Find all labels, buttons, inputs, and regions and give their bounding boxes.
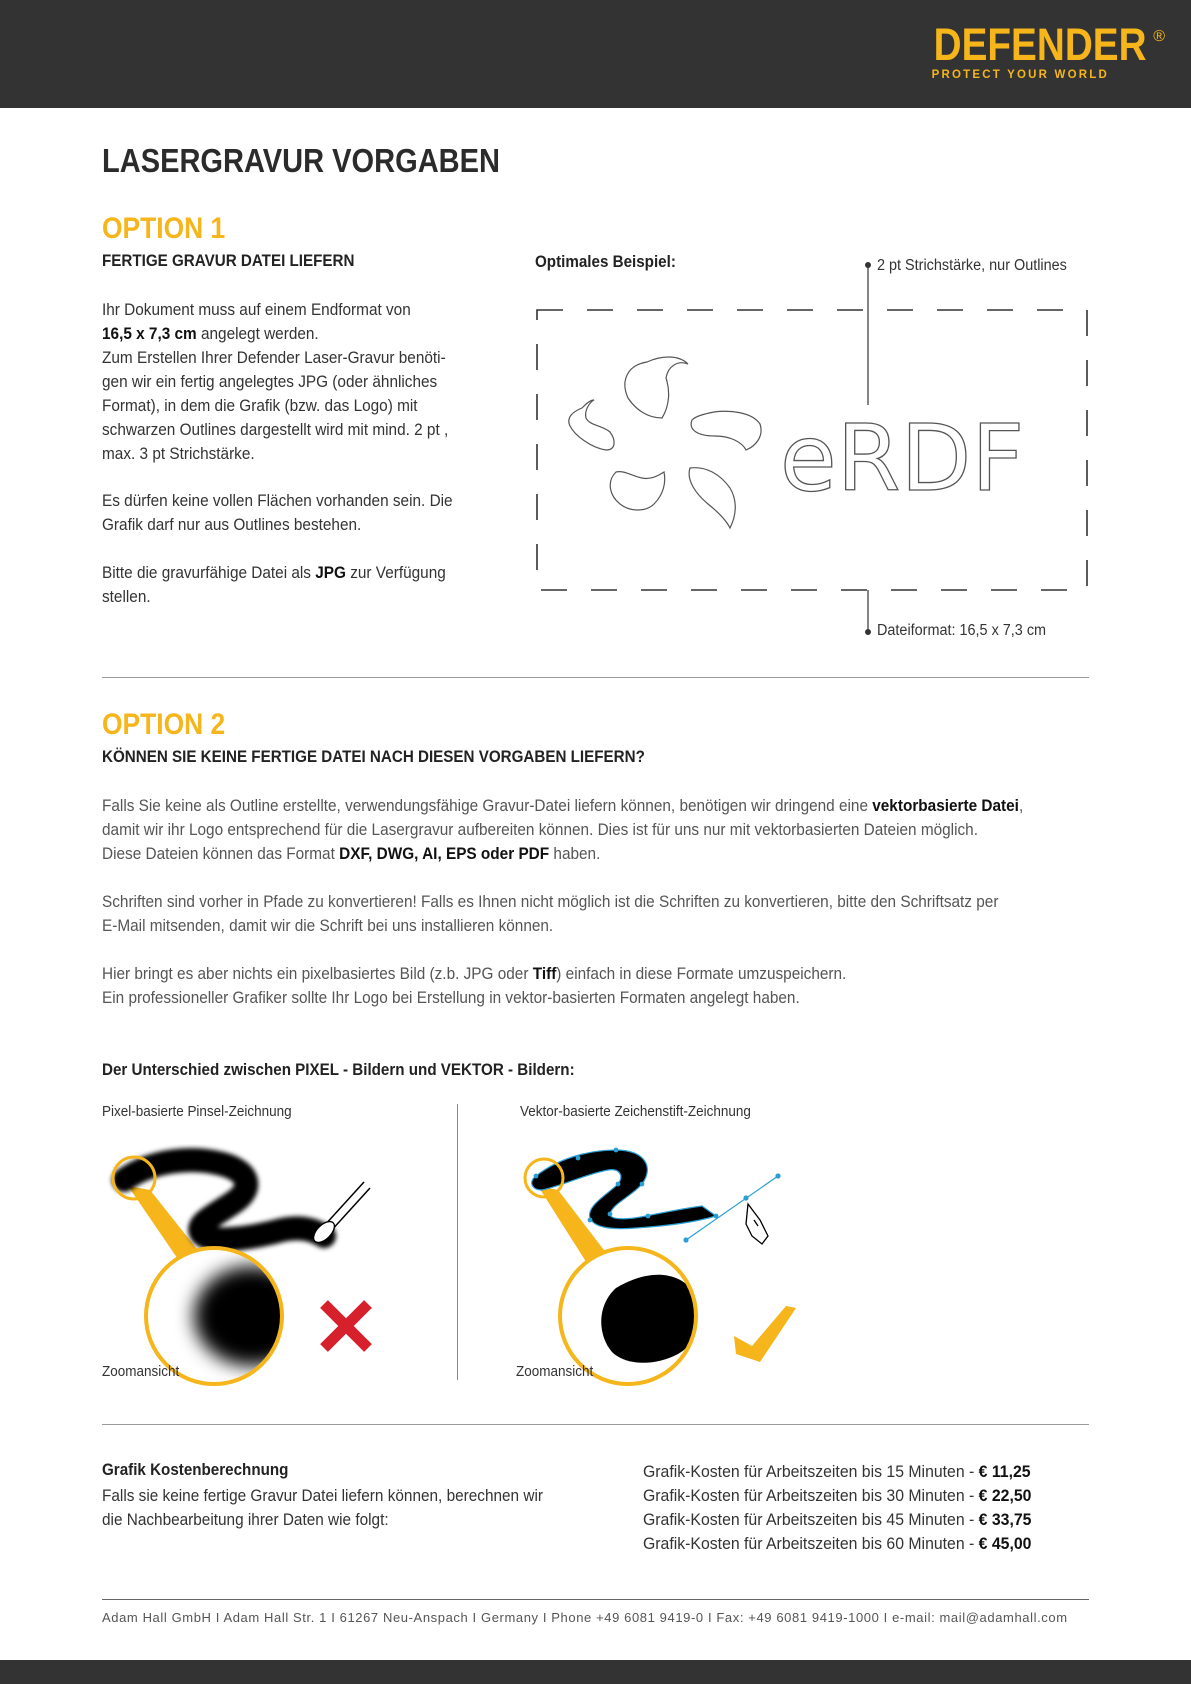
option1-format-size: 16,5 x 7,3 cm	[102, 325, 197, 343]
registered-mark: ®	[1153, 28, 1165, 45]
option1-p2-line: Es dürfen keine vollen Flächen vorhanden sein. Die	[102, 492, 453, 510]
price-line	[643, 1460, 1031, 1484]
price-value: € 22,50	[978, 1486, 1032, 1505]
pixel-illustration	[102, 1140, 422, 1390]
sample-logo-text: eRDF	[780, 405, 1025, 512]
option1-p1-line: schwarzen Outlines dargestellt wird mit mind. 2 pt ,	[102, 421, 449, 439]
annotation-format: Dateiformat: 16,5 x 7,3 cm	[877, 622, 1047, 639]
price-value: € 33,75	[978, 1510, 1032, 1529]
option1-p1-line: Zum Erstellen Ihrer Defender Laser-Gravur benöti-	[102, 349, 446, 367]
option2-p3-line: Ein professioneller Grafiker sollte Ihr Logo bei Erstellung in vektor-basierten Formaten angelegt haben.	[102, 989, 800, 1007]
divider	[102, 1424, 1089, 1425]
option2-paragraph-2	[102, 890, 998, 938]
price-list	[643, 1460, 1061, 1556]
sample-logo-petals	[569, 357, 761, 528]
option2-p1-tail: ,	[1018, 797, 1024, 815]
footer-divider	[102, 1599, 1089, 1600]
price-line-text: Grafik-Kosten für Arbeitszeiten bis 45 Minuten -	[643, 1510, 979, 1529]
comparison-divider	[457, 1104, 458, 1380]
costs-description	[102, 1484, 543, 1532]
price-line	[643, 1532, 1031, 1556]
option2-p1-line3: Diese Dateien können das Format	[102, 845, 340, 863]
option2-heading: OPTION 2	[102, 708, 226, 741]
option2-p3-text: Hier bringt es aber nichts ein pixelbasiertes Bild (z.b. JPG oder	[102, 965, 533, 983]
option1-p1-text: Ihr Dokument muss auf einem Endformat von	[102, 301, 411, 319]
option2-p3-tail: ) einfach in diese Formate umzuspeichern.	[556, 965, 847, 983]
option2-p2-line: Schriften sind vorher in Pfade zu konvertieren! Falls es Ihnen nicht möglich ist die Schriften zu konvertieren, bitte den Schriftsatz per	[102, 893, 999, 911]
option1-p1-line: max. 3 pt Strichstärke.	[102, 445, 255, 463]
option1-p1-line: Format), in dem die Grafik (bzw. das Logo) mit	[102, 397, 418, 415]
option1-paragraph-3	[102, 561, 493, 609]
option1-p1-tail: angelegt werden.	[196, 325, 319, 343]
price-line-text: Grafik-Kosten für Arbeitszeiten bis 15 Minuten -	[643, 1462, 979, 1481]
price-value: € 45,00	[978, 1534, 1032, 1553]
option2-vector-term: vektorbasierte Datei	[872, 797, 1019, 815]
costs-text-line: Falls sie keine fertige Gravur Datei liefern können, berechnen wir	[102, 1487, 543, 1505]
price-line-text: Grafik-Kosten für Arbeitszeiten bis 30 Minuten -	[643, 1486, 979, 1505]
footer-bar	[0, 1660, 1191, 1684]
option1-p1-line: gen wir ein fertig angelegtes JPG (oder ähnliches	[102, 373, 438, 391]
option1-subheading: FERTIGE GRAVUR DATEI LIEFERN	[102, 252, 355, 270]
pen-cursor-icon	[746, 1204, 768, 1244]
costs-heading: Grafik Kostenberechnung	[102, 1461, 289, 1479]
pixel-label: Pixel-basierte Pinsel-Zeichnung	[102, 1104, 292, 1120]
option1-p2-line: Grafik darf nur aus Outlines bestehen.	[102, 516, 362, 534]
divider	[102, 677, 1089, 678]
brand-tagline: PROTECT YOUR WORLD	[931, 69, 1109, 81]
comparison-heading: Der Unterschied zwischen PIXEL - Bildern und VEKTOR - Bildern:	[102, 1061, 575, 1079]
vector-illustration	[516, 1140, 816, 1390]
annotation-stroke: 2 pt Strichstärke, nur Outlines	[877, 257, 1067, 274]
page-title: LASERGRAVUR VORGABEN	[102, 142, 500, 179]
zoom-label-left: Zoomansicht	[102, 1364, 180, 1380]
example-label: Optimales Beispiel:	[535, 253, 676, 271]
option2-p2-line: E-Mail mitsenden, damit wir die Schrift bei uns installieren können.	[102, 917, 554, 935]
bad-x-icon	[324, 1304, 368, 1348]
option1-p3-text: Bitte die gravurfähige Datei als	[102, 564, 316, 582]
option2-paragraph-1	[102, 794, 1023, 866]
option2-formats: DXF, DWG, AI, EPS oder PDF	[339, 845, 550, 863]
option1-paragraph-1	[102, 298, 493, 466]
option1-p3-line: stellen.	[102, 588, 151, 606]
option2-p1-text: Falls Sie keine als Outline erstellte, verwendungsfähige Gravur-Datei liefern können, benötigen wir dringend eine	[102, 797, 873, 815]
option2-paragraph-3	[102, 962, 846, 1010]
option1-p3-tail: zur Verfügung	[345, 564, 446, 582]
price-line-text: Grafik-Kosten für Arbeitszeiten bis 60 Minuten -	[643, 1534, 979, 1553]
zoom-label-right: Zoomansicht	[516, 1364, 594, 1380]
price-value: € 11,25	[978, 1462, 1031, 1481]
option1-heading: OPTION 1	[102, 212, 226, 245]
option2-p1-line: damit wir ihr Logo entsprechend für die Lasergravur aufbereiten können. Dies ist für uns nur mit vektorbasierten Dateien möglich.	[102, 821, 978, 839]
option1-p3-format: JPG	[315, 564, 346, 582]
price-line	[643, 1484, 1031, 1508]
price-line	[643, 1508, 1031, 1532]
costs-text-line: die Nachbearbeitung ihrer Daten wie folgt:	[102, 1511, 389, 1529]
footer-address: Adam Hall GmbH I Adam Hall Str. 1 I 61267 Neu-Anspach I Germany I Phone +49 6081 9419-0 I Fax: +49 6081 9419-1000 I e-mail: mail@adamhall.com	[102, 1610, 1068, 1625]
brand-logo: DEFENDER	[934, 19, 1147, 70]
good-check-icon	[734, 1306, 796, 1362]
option2-p1-line3-tail: haben.	[549, 845, 601, 863]
option1-paragraph-2	[102, 489, 493, 537]
option2-subheading: KÖNNEN SIE KEINE FERTIGE DATEI NACH DIESEN VORGABEN LIEFERN?	[102, 748, 645, 766]
option2-tiff: Tiff	[532, 965, 557, 983]
vector-label: Vektor-basierte Zeichenstift-Zeichnung	[520, 1104, 751, 1120]
example-figure	[520, 250, 1100, 650]
brush-icon	[310, 1182, 370, 1246]
